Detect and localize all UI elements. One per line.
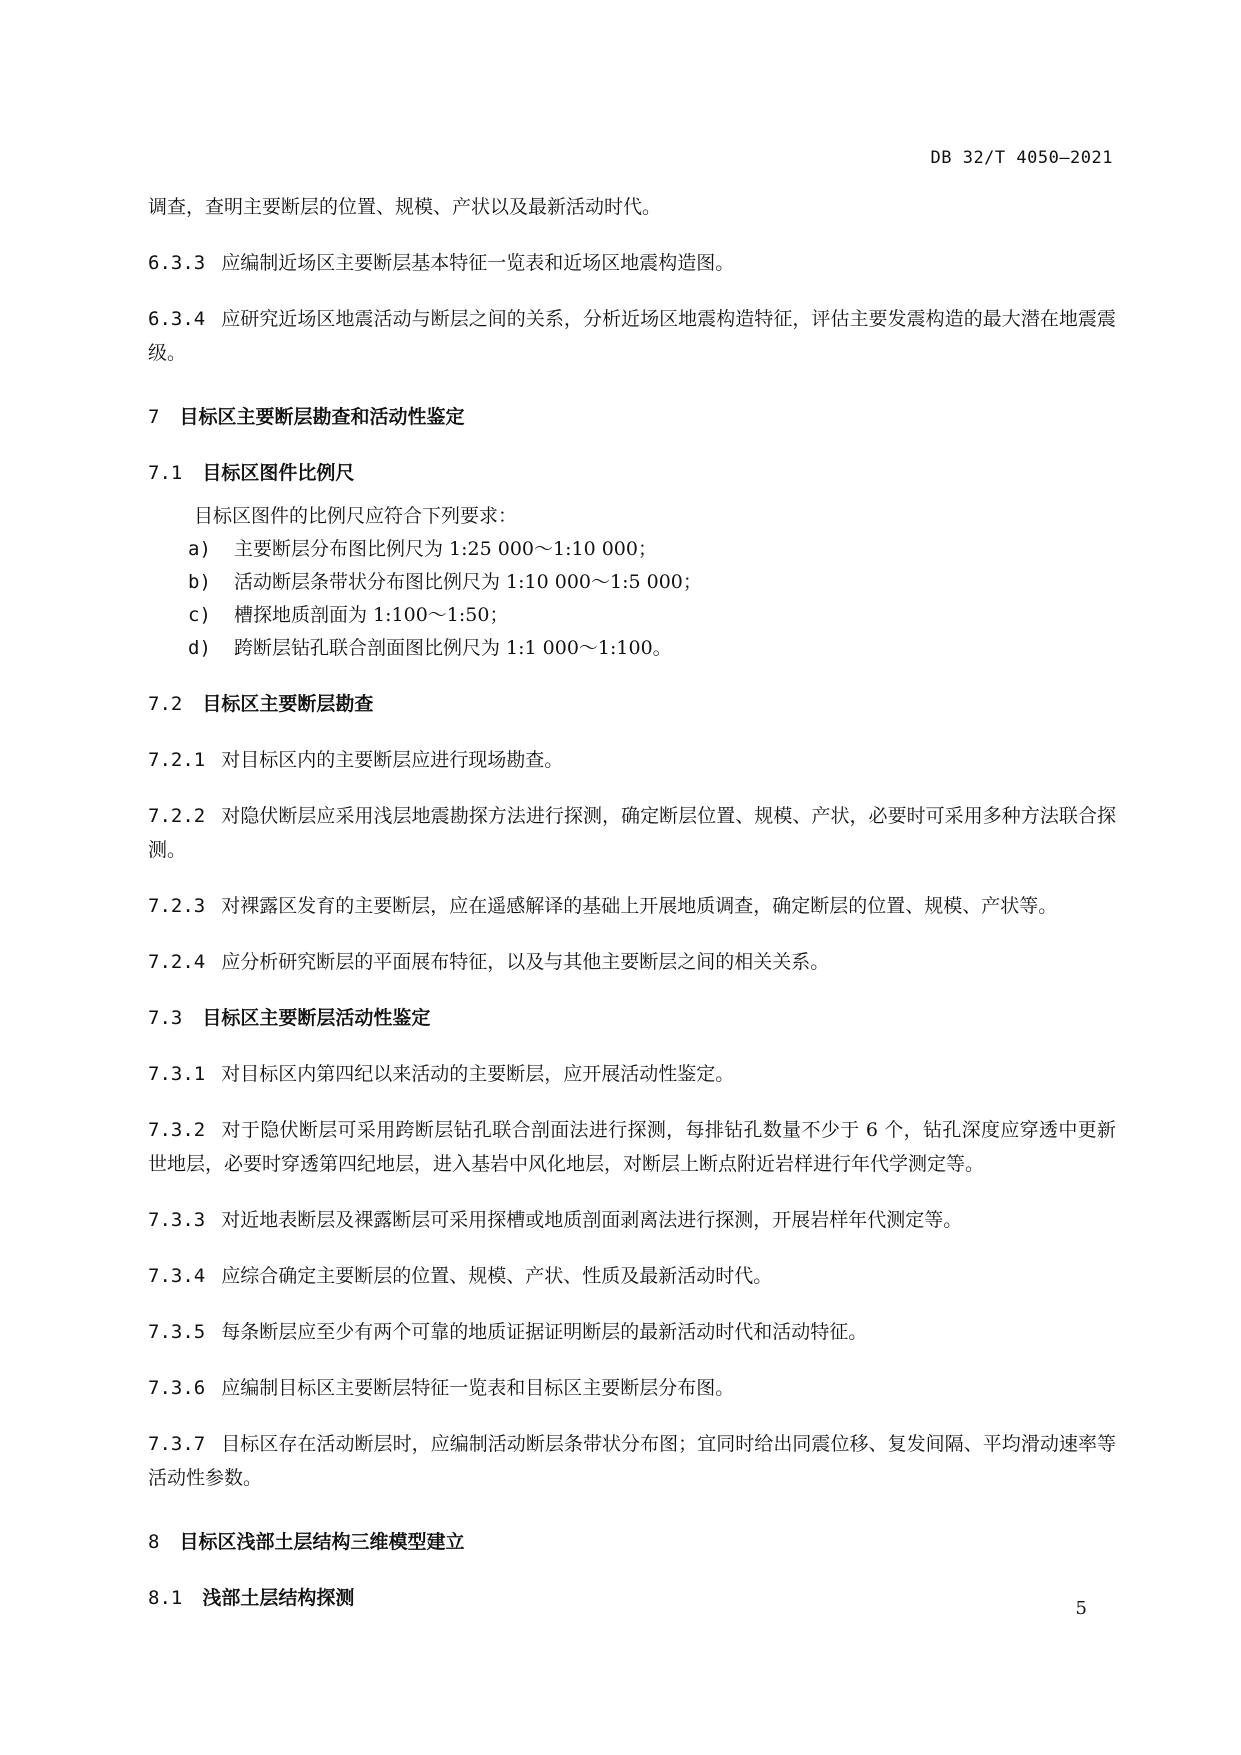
clause-paragraph: [148, 1371, 1116, 1405]
list-marker: c): [188, 604, 211, 626]
clause-text: 对近地表断层及裸露断层可采用探槽或地质剖面剥离法进行探测，开展岩样年代测定等。: [221, 1209, 963, 1231]
document-code: DB 32/T 4050—2021: [930, 148, 1113, 168]
clause-paragraph: [148, 190, 1116, 224]
clause-paragraph: [148, 1113, 1116, 1181]
clause-paragraph: [148, 743, 1116, 777]
clause-text: 目标区主要断层勘查: [202, 693, 374, 715]
section-heading: [148, 1001, 1116, 1035]
clause-text: 对于隐伏断层可采用跨断层钻孔联合剖面法进行探测，每排钻孔数量不少于 6 个，钻孔深度应穿透中更新世地层，必要时穿透第四纪地层，进入基岩中风化地层，对断层上断点附近岩样进行年代学测定等。: [148, 1119, 1116, 1175]
list-item: [188, 533, 1116, 566]
clause-text: 对裸露区发育的主要断层，应在遥感解译的基础上开展地质调查，确定断层的位置、规模、产状等。: [221, 895, 1058, 917]
clause-number: 7.2.1: [148, 749, 206, 771]
clause-number: 7.3: [148, 1007, 183, 1029]
clause-paragraph: [148, 1057, 1116, 1091]
clause-number: 7.3.2: [148, 1119, 206, 1141]
clause-paragraph: [148, 889, 1116, 923]
clause-paragraph: [148, 945, 1116, 979]
clause-text: 对目标区内第四纪以来活动的主要断层，应开展活动性鉴定。: [221, 1063, 735, 1085]
list-item-text: 槽探地质剖面为 1:100～1:50；: [234, 604, 509, 626]
clause-number: 7.3.1: [148, 1063, 206, 1085]
intro-paragraph: [194, 500, 1116, 533]
clause-paragraph: [148, 1203, 1116, 1237]
page-content: [148, 190, 1116, 1615]
requirement-list: [188, 533, 1116, 665]
clause-paragraph: [148, 1259, 1116, 1293]
clause-number: 6.3.3: [148, 252, 206, 274]
clause-text: 应分析研究断层的平面展布特征，以及与其他主要断层之间的相关关系。: [221, 951, 830, 973]
clause-text: 目标区存在活动断层时，应编制活动断层条带状分布图；宜同时给出同震位移、复发间隔、平均滑动速率等活动性参数。: [148, 1433, 1116, 1489]
clause-number: 7.2: [148, 693, 183, 715]
clause-number: 7.3.6: [148, 1377, 206, 1399]
clause-text: 应编制目标区主要断层特征一览表和目标区主要断层分布图。: [221, 1377, 735, 1399]
clause-text: 每条断层应至少有两个可靠的地质证据证明断层的最新活动时代和活动特征。: [221, 1321, 868, 1343]
chapter-heading: [148, 1525, 1116, 1559]
clause-text: 应编制近场区主要断层基本特征一览表和近场区地震构造图。: [221, 252, 735, 274]
list-marker: a): [188, 538, 211, 560]
clause-text: 应综合确定主要断层的位置、规模、产状、性质及最新活动时代。: [221, 1265, 773, 1287]
clause-text: 目标区主要断层活动性鉴定: [202, 1007, 431, 1029]
list-marker: b): [188, 571, 211, 593]
list-marker: d): [188, 637, 211, 659]
section-heading: [148, 687, 1116, 721]
clause-number: 7.3.5: [148, 1321, 206, 1343]
clause-paragraph: [148, 799, 1116, 867]
clause-text: 对目标区内的主要断层应进行现场勘查。: [221, 749, 564, 771]
page-number: 5: [1075, 1598, 1087, 1619]
clause-paragraph: [148, 1427, 1116, 1495]
clause-number: 7.2.4: [148, 951, 206, 973]
clause-number: 7.2.3: [148, 895, 206, 917]
list-item-text: 跨断层钻孔联合剖面图比例尺为 1:1 000～1:100。: [234, 637, 672, 659]
clause-paragraph: [148, 246, 1116, 280]
list-item: [188, 566, 1116, 599]
clause-text: 目标区图件比例尺: [202, 462, 355, 484]
clause-number: 7.3.4: [148, 1265, 206, 1287]
clause-paragraph: [148, 302, 1116, 370]
clause-text: 应研究近场区地震活动与断层之间的关系，分析近场区地震构造特征，评估主要发震构造的最大潜在地震震级。: [148, 308, 1116, 364]
list-item: [188, 632, 1116, 665]
clause-text: 浅部土层结构探测: [202, 1587, 355, 1609]
list-item: [188, 599, 1116, 632]
clause-text: 调查，查明主要断层的位置、规模、产状以及最新活动时代。: [148, 196, 662, 218]
clause-number: 7.2.2: [148, 805, 206, 827]
clause-number: 7.3.7: [148, 1433, 206, 1455]
clause-number: 7: [148, 406, 160, 428]
clause-text: 对隐伏断层应采用浅层地震勘探方法进行探测，确定断层位置、规模、产状，必要时可采用多种方法联合探测。: [148, 805, 1116, 861]
list-item-text: 主要断层分布图比例尺为 1:25 000～1:10 000；: [234, 538, 657, 560]
list-item-text: 活动断层条带状分布图比例尺为 1:10 000～1:5 000；: [234, 571, 702, 593]
clause-number: 8.1: [148, 1587, 183, 1609]
clause-number: 7.3.3: [148, 1209, 206, 1231]
clause-paragraph: [148, 1315, 1116, 1349]
clause-text: 目标区浅部土层结构三维模型建立: [179, 1531, 465, 1553]
clause-number: 7.1: [148, 462, 183, 484]
clause-number: 8: [148, 1531, 160, 1553]
chapter-heading: [148, 400, 1116, 434]
clause-text: 目标区主要断层勘查和活动性鉴定: [179, 406, 465, 428]
section-heading: [148, 456, 1116, 490]
clause-text: 目标区图件的比例尺应符合下列要求：: [194, 505, 518, 527]
section-heading: [148, 1581, 1116, 1615]
clause-number: 6.3.4: [148, 308, 206, 330]
